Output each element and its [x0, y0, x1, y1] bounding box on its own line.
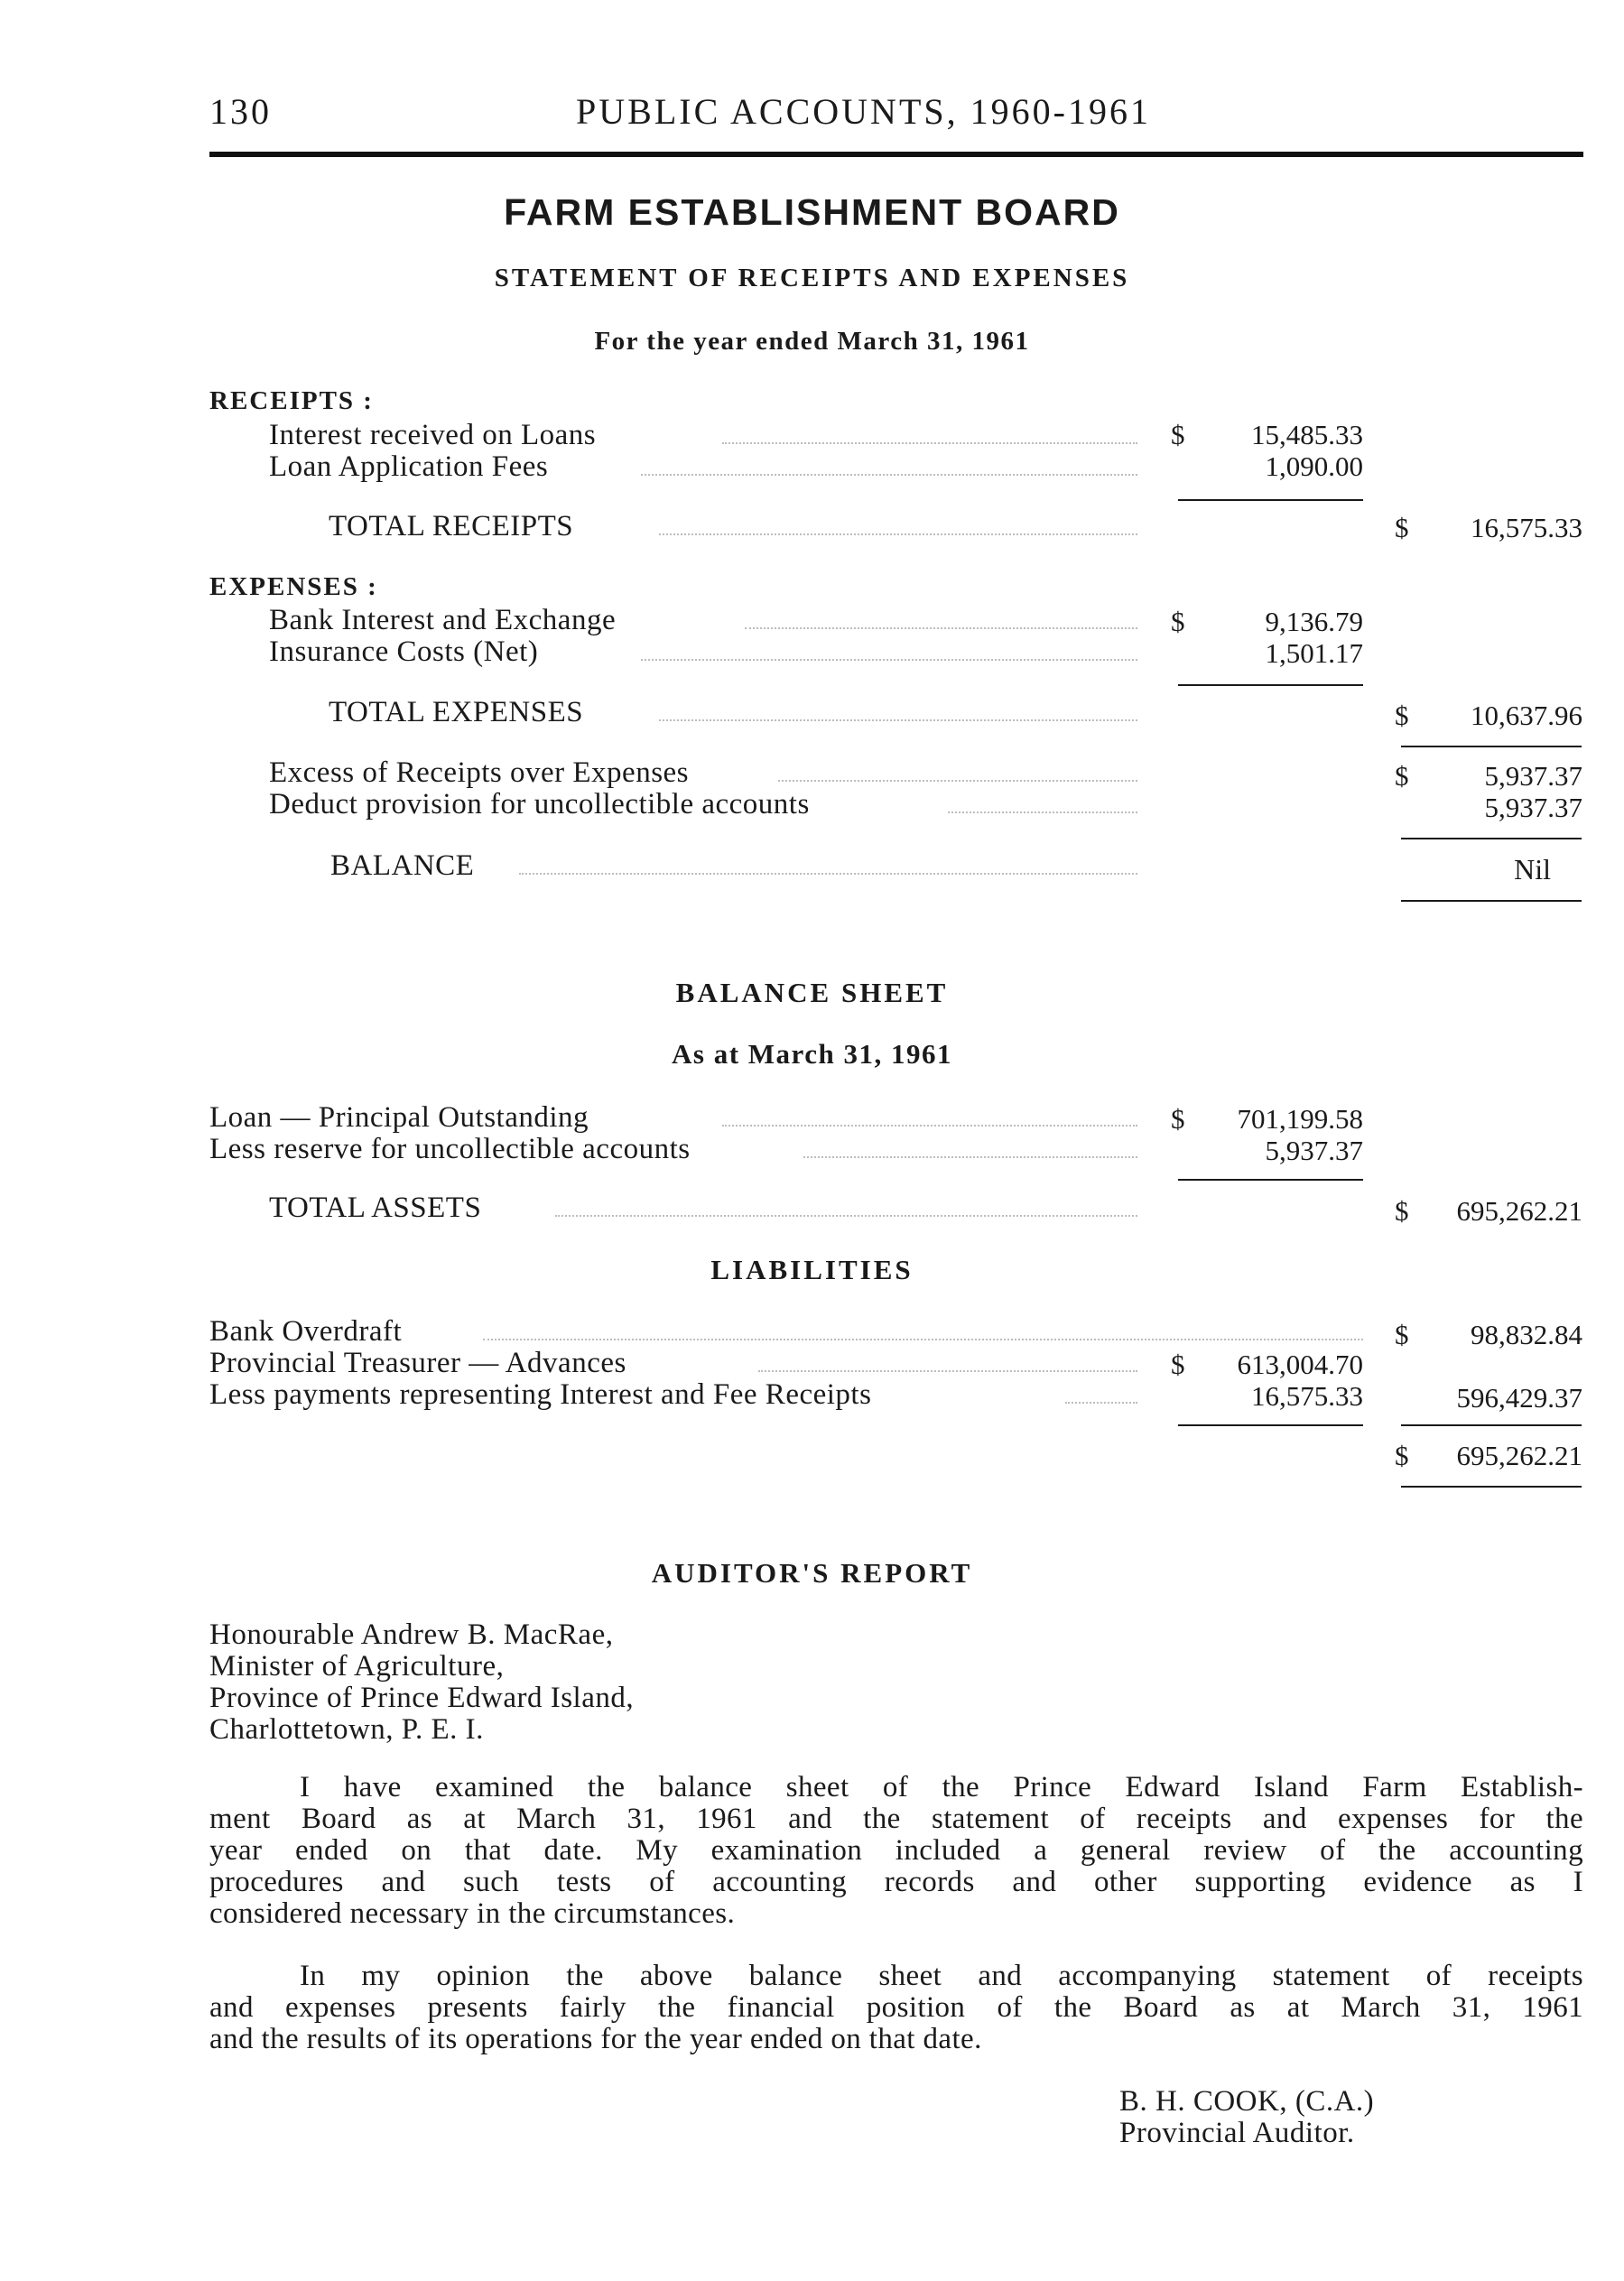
- running-title: PUBLIC ACCOUNTS, 1960-1961: [576, 91, 1151, 132]
- currency-sign: $: [1395, 1195, 1409, 1227]
- expense-amount: 9,136.79: [1265, 606, 1363, 637]
- leader-dots: [803, 1156, 1137, 1158]
- report-paragraph-line: considered necessary in the circumstances.: [209, 1897, 736, 1930]
- report-paragraph-line: procedures and such tests of accounting records and other supporting evidence as I: [209, 1866, 1583, 1898]
- subtotal-rule: [1178, 1424, 1363, 1426]
- expense-amount: 1,501.17: [1265, 637, 1363, 669]
- currency-sign: $: [1171, 419, 1185, 450]
- subtotal-rule: [1178, 684, 1363, 686]
- leader-dots: [758, 1370, 1137, 1372]
- leader-dots: [555, 1215, 1137, 1217]
- total-assets-amount: 695,262.21: [1456, 1195, 1582, 1227]
- address-line: Minister of Agriculture,: [209, 1650, 505, 1683]
- leader-dots: [519, 873, 1137, 875]
- currency-sign: $: [1395, 1319, 1409, 1350]
- overdraft-amount: 98,832.84: [1471, 1319, 1582, 1350]
- balance-sheet-heading: BALANCE SHEET: [675, 977, 949, 1008]
- overdraft-label: Bank Overdraft: [209, 1315, 403, 1348]
- leader-dots: [722, 442, 1137, 444]
- report-paragraph-line: and the results of its operations for the year ended on that date.: [209, 2023, 982, 2055]
- currency-sign: $: [1171, 1349, 1185, 1380]
- total-assets-label: TOTAL ASSETS: [269, 1191, 482, 1224]
- leader-dots: [659, 719, 1137, 721]
- auditor-heading: AUDITOR'S REPORT: [651, 1557, 973, 1589]
- treasurer-net-amount: 596,429.37: [1456, 1382, 1582, 1414]
- receipt-label: Interest received on Loans: [269, 419, 597, 451]
- excess-amount: 5,937.37: [1484, 760, 1582, 792]
- header-rule: [209, 152, 1583, 157]
- subtotal-rule: [1401, 838, 1582, 839]
- leader-dots: [641, 474, 1137, 476]
- deduct-amount: 5,937.37: [1484, 792, 1582, 823]
- total-expenses-amount: 10,637.96: [1471, 700, 1582, 731]
- leader-dots: [778, 780, 1137, 782]
- address-line: Charlottetown, P. E. I.: [209, 1713, 484, 1746]
- total-expenses-label: TOTAL EXPENSES: [329, 696, 584, 728]
- reserve-label: Less reserve for uncollectible accounts: [209, 1133, 691, 1165]
- loan-amount: 701,199.58: [1237, 1103, 1363, 1135]
- subtotal-rule: [1178, 1179, 1363, 1181]
- expense-label: Insurance Costs (Net): [269, 635, 539, 668]
- address-line: Province of Prince Edward Island,: [209, 1682, 635, 1714]
- less-payments-label: Less payments representing Interest and Fee Receipts: [209, 1378, 872, 1411]
- total-rule: [1401, 900, 1582, 902]
- currency-sign: $: [1171, 1103, 1185, 1135]
- report-paragraph-line: In my opinion the above balance sheet and accompanying statement of receipts: [300, 1960, 1583, 1992]
- receipt-amount: 1,090.00: [1265, 450, 1363, 482]
- subtotal-rule: [1178, 499, 1363, 501]
- loan-label: Loan — Principal Outstanding: [209, 1101, 589, 1134]
- page-number: 130: [209, 91, 272, 132]
- reserve-amount: 5,937.37: [1265, 1135, 1363, 1166]
- receipts-label: RECEIPTS :: [209, 386, 374, 415]
- receipt-amount: 15,485.33: [1251, 419, 1363, 450]
- leader-dots: [948, 811, 1137, 813]
- treasurer-amount: 613,004.70: [1237, 1349, 1363, 1380]
- report-paragraph-line: ment Board as at March 31, 1961 and the statement of receipts and expenses for the: [209, 1803, 1583, 1835]
- currency-sign: $: [1171, 606, 1185, 637]
- report-paragraph-line: year ended on that date. My examination included a general review of the accounting: [209, 1834, 1583, 1867]
- treasurer-label: Provincial Treasurer — Advances: [209, 1347, 626, 1379]
- statement-period: For the year ended March 31, 1961: [594, 327, 1030, 356]
- balance-sheet-date: As at March 31, 1961: [672, 1038, 952, 1070]
- subtotal-rule: [1401, 746, 1582, 747]
- statement-heading: STATEMENT OF RECEIPTS AND EXPENSES: [494, 264, 1130, 292]
- leader-dots: [745, 627, 1137, 629]
- currency-sign: $: [1395, 760, 1409, 792]
- address-line: Honourable Andrew B. MacRae,: [209, 1618, 614, 1651]
- report-paragraph-line: I have examined the balance sheet of the Prince Edward Island Farm Establish-: [300, 1771, 1583, 1803]
- less-payments-amount: 16,575.33: [1251, 1380, 1363, 1412]
- balance-label: BALANCE: [330, 849, 475, 882]
- total-receipts-amount: 16,575.33: [1471, 512, 1582, 543]
- subtotal-rule: [1401, 1424, 1582, 1426]
- leader-dots: [641, 659, 1137, 661]
- leader-dots: [659, 533, 1137, 535]
- total-rule: [1401, 1486, 1582, 1488]
- leader-dots: [483, 1339, 1363, 1340]
- signature-title: Provincial Auditor.: [1119, 2117, 1355, 2149]
- receipt-label: Loan Application Fees: [269, 450, 549, 483]
- total-receipts-label: TOTAL RECEIPTS: [329, 510, 574, 542]
- report-paragraph-line: and expenses presents fairly the financial position of the Board as at March 31, 1961: [209, 1991, 1583, 2024]
- currency-sign: $: [1395, 512, 1409, 543]
- currency-sign: $: [1395, 1440, 1409, 1471]
- document-title: FARM ESTABLISHMENT BOARD: [504, 191, 1120, 233]
- liabilities-heading: LIABILITIES: [710, 1254, 914, 1285]
- leader-dots: [1065, 1402, 1137, 1404]
- deduct-label: Deduct provision for uncollectible accounts: [269, 788, 810, 821]
- currency-sign: $: [1395, 700, 1409, 731]
- liabilities-total-amount: 695,262.21: [1456, 1440, 1582, 1471]
- expense-label: Bank Interest and Exchange: [269, 604, 617, 636]
- leader-dots: [722, 1125, 1137, 1127]
- balance-amount: Nil: [1514, 853, 1551, 886]
- expenses-label: EXPENSES :: [209, 572, 378, 601]
- excess-label: Excess of Receipts over Expenses: [269, 756, 690, 789]
- signature-name: B. H. COOK, (C.A.): [1119, 2085, 1375, 2118]
